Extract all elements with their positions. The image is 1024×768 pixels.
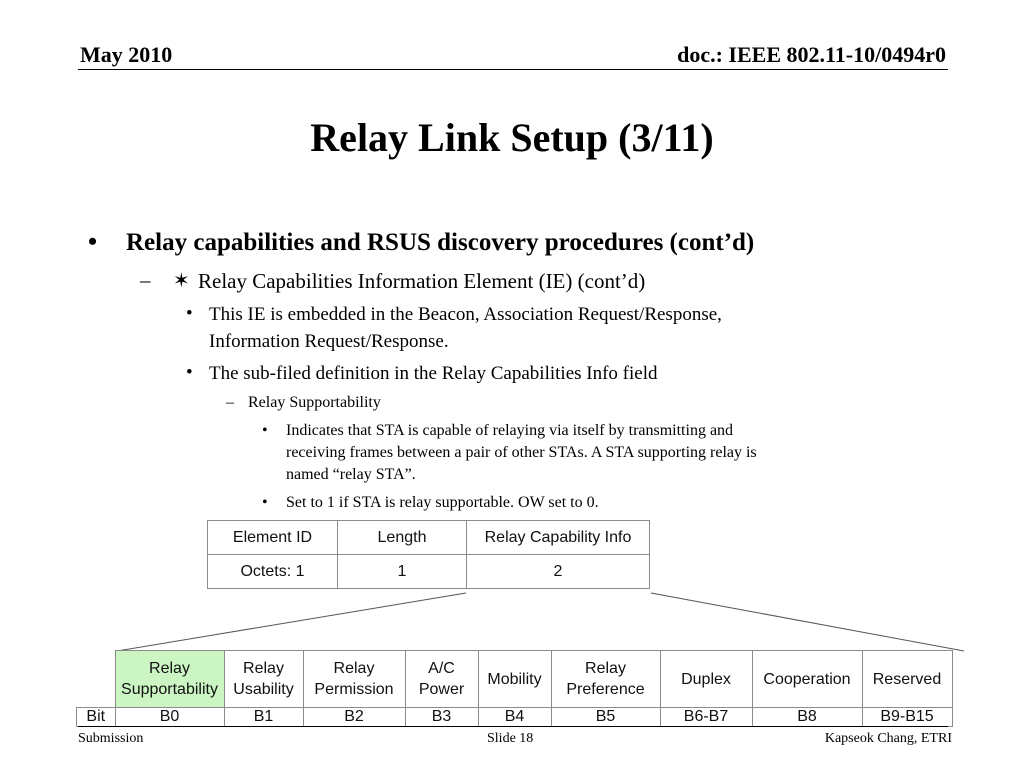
bullet-l5a-line1: Indicates that STA is capable of relaying via itself by transmitting and <box>286 422 734 439</box>
bullet-l3a-line1: This IE is embedded in the Beacon, Association Request/Response, <box>209 304 722 325</box>
field-reserved <box>862 651 952 708</box>
bit-b9-b15: B9-B15 <box>862 708 952 727</box>
bit-label: Bit <box>77 708 116 727</box>
dash-marker: – <box>226 394 234 411</box>
field-relay-supportability <box>115 651 224 708</box>
field-name-line: Reserved <box>872 670 942 688</box>
field-name-line: A/C <box>428 660 455 677</box>
header-date: May 2010 <box>80 42 173 67</box>
field-name-line: Supportability <box>121 681 218 698</box>
bit-b6-b7: B6-B7 <box>660 708 752 727</box>
bit-b4: B4 <box>478 708 551 727</box>
field-name-line: Permission <box>314 681 394 698</box>
bullet-marker: • <box>186 303 193 324</box>
footer-author: Kapseok Chang, ETRI <box>824 731 952 746</box>
bit-b5: B5 <box>551 708 660 727</box>
star-icon: ✶ <box>173 270 190 292</box>
relay-capability-info-table <box>76 650 953 727</box>
bullet-l4: Relay Supportability <box>248 394 381 411</box>
dash-marker: – <box>140 268 151 292</box>
bullet-l2: Relay Capabilities Information Element (IE) (cont’d) <box>198 269 646 293</box>
bit-b8: B8 <box>752 708 862 727</box>
field-name-line: Relay <box>243 660 284 677</box>
bullet-marker: • <box>262 494 268 511</box>
field-ac-power <box>405 651 478 708</box>
bullet-l5a-line2: receiving frames between a pair of other STAs. A STA supporting relay is <box>286 444 757 461</box>
field-relay-usability <box>224 651 303 708</box>
zoom-line-left <box>117 593 466 651</box>
bit-b1: B1 <box>224 708 303 727</box>
bullet-marker: • <box>186 362 193 383</box>
bullet-marker: • <box>262 422 268 439</box>
bit-b3: B3 <box>405 708 478 727</box>
field-cooperation <box>752 651 862 708</box>
bullet-marker: • <box>88 227 98 256</box>
ie-value-element-id: Octets: 1 <box>208 555 338 589</box>
field-mobility <box>478 651 551 708</box>
bullet-l1: Relay capabilities and RSUS discovery procedures (cont’d) <box>126 229 755 256</box>
ie-header-relay-capability-info: Relay Capability Info <box>467 521 650 555</box>
bullet-l3b: The sub-filed definition in the Relay Capabilities Info field <box>209 363 658 384</box>
field-name-line: Power <box>418 681 465 698</box>
header-rule <box>78 69 948 70</box>
ie-value-length: 1 <box>338 555 467 589</box>
footer-submission: Submission <box>78 731 144 746</box>
field-name-line: Relay <box>333 660 375 677</box>
field-duplex <box>660 651 752 708</box>
footer-slide-number: Slide 18 <box>487 731 534 746</box>
ie-value-relay-capability-info: 2 <box>467 555 650 589</box>
ie-header-element-id: Element ID <box>208 521 338 555</box>
bullet-l5a-line3: named “relay STA”. <box>286 466 416 483</box>
field-relay-permission <box>303 651 405 708</box>
field-relay-preference <box>551 651 660 708</box>
ie-header-length: Length <box>338 521 467 555</box>
field-name-line: Cooperation <box>763 670 851 688</box>
field-name-line: Duplex <box>681 670 731 688</box>
zoom-line-right <box>651 593 964 651</box>
field-name-line: Relay <box>585 660 626 677</box>
footer-rule <box>78 726 948 727</box>
bit-b0: B0 <box>115 708 224 727</box>
bullet-l5b: Set to 1 if STA is relay supportable. OW set to 0. <box>286 494 599 511</box>
field-name-line: Preference <box>566 681 645 698</box>
field-name-line: Usability <box>233 681 294 698</box>
empty-cell <box>77 651 116 708</box>
slide-title: Relay Link Setup (3/11) <box>310 115 714 160</box>
ie-format-table <box>207 520 650 589</box>
bullet-l3a-line2: Information Request/Response. <box>209 331 449 352</box>
field-name-line: Mobility <box>487 670 542 688</box>
bit-b2: B2 <box>303 708 405 727</box>
field-name-line: Relay <box>149 660 190 677</box>
header-doc-id: doc.: IEEE 802.11-10/0494r0 <box>677 42 946 67</box>
